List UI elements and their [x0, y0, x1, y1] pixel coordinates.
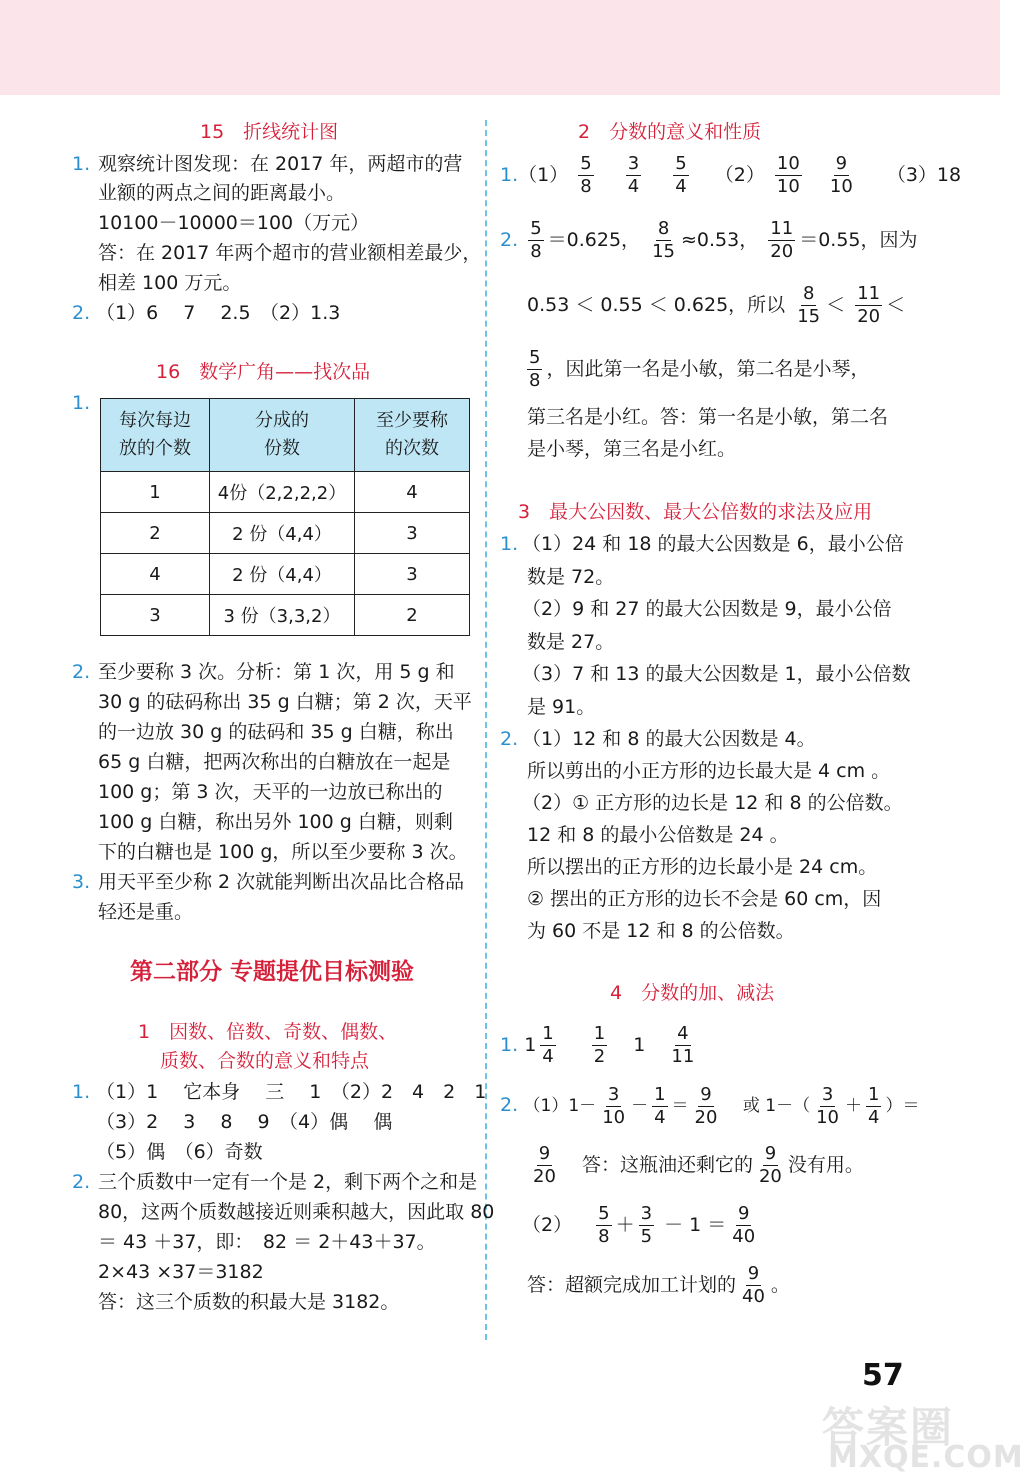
column-divider — [485, 120, 487, 1340]
fraction: $\frac{3}{4}$ — [627, 153, 640, 197]
section-title-4: 4 分数的加、减法 — [610, 982, 775, 1004]
table-cell: 4份（2,2,2,2） — [210, 472, 355, 513]
answer-line: 65 g 白糖，把两次称出的白糖放在一起是 — [98, 751, 451, 773]
fraction: $\frac{5}{4}$ — [675, 153, 687, 197]
answer-line: （1）6 7 2.5 （2）1.3 — [96, 302, 341, 324]
answer-text: － — [631, 1096, 649, 1116]
watermark-url: MXQE.COM — [828, 1440, 1024, 1475]
answer-line: 100 g 白糖，称出另外 100 g 白糖，则剩 — [98, 811, 453, 833]
section-title-1: 1 因数、倍数、奇数、偶数、 — [138, 1021, 398, 1043]
part-label: （1） — [518, 164, 569, 186]
answer-line: 答：在 2017 年两个超市的营业额相差最少， — [98, 242, 482, 264]
answer-text: 没有用。 — [787, 1154, 864, 1176]
answer-text: 答：这瓶油还剩它的 — [581, 1154, 753, 1176]
table-header-cell: 至少要称 的次数 — [355, 399, 470, 472]
section-title-1-cont: 质数、合数的意义和特点 — [160, 1050, 370, 1072]
answer-line: （1）12 和 8 的最大公因数是 4。 — [522, 728, 816, 750]
page-number: 57 — [862, 1358, 904, 1393]
table-cell: 3 — [355, 513, 470, 554]
fraction-answer-line — [500, 150, 961, 200]
answer-text: （2） — [522, 1214, 573, 1236]
answer-text: － 1 ＝ — [664, 1214, 727, 1236]
part-title: 第二部分 专题提优目标测验 — [130, 959, 415, 985]
answer-text: ＋ — [845, 1096, 862, 1116]
fraction: $\frac{3}{10}$ — [602, 1083, 626, 1128]
fraction: $\frac{8}{15}$ — [797, 283, 821, 327]
answer-line: 30 g 的砝码称出 35 g 白糖；第 2 次，天平 — [98, 691, 472, 713]
table-cell: 1 — [101, 472, 210, 513]
answer-text: 0.53 ＜ 0.55 ＜ 0.625，所以 — [527, 294, 786, 316]
fraction: $\frac{9}{10}$ — [829, 153, 853, 197]
answer-text: ＝0.55，因为 — [799, 229, 918, 251]
section-title-15: 15 折线统计图 — [200, 121, 339, 143]
fraction: $\frac{4}{11}$ — [671, 1023, 695, 1067]
table-row — [101, 595, 470, 636]
answer-text: ，因此第一名是小敏，第二名是小琴， — [546, 358, 870, 380]
question-number: 1. — [72, 1081, 91, 1103]
answer-line: 的一边放 30 g 的砝码和 35 g 白糖，称出 — [98, 721, 454, 743]
answer-line: ② 摆出的正方形的边长不会是 60 cm，因 — [527, 888, 882, 910]
answer-line: 是 91。 — [527, 696, 596, 718]
answer-text: ＝ — [671, 1096, 689, 1116]
answer-line: 80，这两个质数越接近则乘积越大，因此取 80 — [98, 1201, 495, 1223]
answer-text: 。 — [770, 1274, 790, 1296]
answer-text: ≈0.53， — [681, 229, 759, 251]
section-title-2: 2 分数的意义和性质 — [578, 121, 762, 143]
fraction: $\frac{1}{4}$ — [542, 1023, 554, 1067]
table-cell: 2 — [355, 595, 470, 636]
fraction-answer-line — [527, 280, 905, 330]
answer-text: 或 1－（ — [742, 1096, 811, 1116]
answer-line: 是小琴，第三名是小红。 — [527, 438, 737, 460]
table-cell: 2 份（4,4） — [210, 513, 355, 554]
answer-line: 三个质数中一定有一个是 2，剩下两个之和是 — [98, 1171, 478, 1193]
table-row — [101, 554, 470, 595]
question-number: 2. — [72, 1171, 91, 1193]
question-number: 2. — [500, 1094, 519, 1116]
fraction: $\frac{9}{40}$ — [732, 1203, 756, 1247]
answer-text: ＝0.625， — [547, 229, 641, 251]
fraction: $\frac{3}{5}$ — [640, 1203, 653, 1247]
part-label: （3）18 — [886, 164, 962, 186]
fraction: $\frac{9}{20}$ — [694, 1083, 718, 1128]
fraction-answer-line — [500, 1020, 700, 1070]
answer-line: （1）1 它本身 三 1 （2）2 4 2 1 — [96, 1081, 487, 1103]
question-number: 3. — [72, 871, 91, 893]
question-number: 1. — [500, 533, 519, 555]
weighing-table — [100, 398, 470, 636]
section-title-3: 3 最大公因数、最大公倍数的求法及应用 — [518, 501, 873, 523]
question-number: 2. — [500, 728, 519, 750]
question-number: 1. — [500, 164, 519, 186]
fraction: $\frac{11}{20}$ — [770, 218, 794, 262]
fraction: $\frac{9}{20}$ — [758, 1143, 782, 1187]
fraction: $\frac{11}{20}$ — [857, 283, 881, 327]
answer-line: 第三名是小红。答：第一名是小敏，第二名 — [527, 406, 889, 428]
answer-line: （2）① 正方形的边长是 12 和 8 的公倍数。 — [522, 792, 903, 814]
table-cell: 3 — [101, 595, 210, 636]
answer-line: （3）2 3 8 9 （4）偶 偶 — [96, 1111, 393, 1133]
answer-text: 1 — [524, 1034, 537, 1056]
question-number: 1. — [72, 153, 91, 175]
answer-line: 业额的两点之间的距离最小。 — [98, 182, 346, 204]
table-cell: 3 — [355, 554, 470, 595]
table-cell: 3 份（3,3,2） — [210, 595, 355, 636]
question-number: 1. — [500, 1034, 519, 1056]
answer-line: （2）9 和 27 的最大公因数是 9，最小公倍 — [522, 598, 892, 620]
answer-line: 用天平至少称 2 次就能判断出次品比合格品 — [98, 871, 465, 893]
part-label: （2） — [714, 164, 765, 186]
question-number: 2. — [72, 661, 91, 683]
table-header-cell: 每次每边 放的个数 — [101, 399, 210, 472]
answer-line: 所以剪出的小正方形的边长最大是 4 cm 。 — [527, 760, 891, 782]
table-header-row — [101, 399, 470, 472]
answer-line: 数是 72。 — [527, 566, 615, 588]
fraction: $\frac{5}{8}$ — [530, 218, 542, 262]
answer-line: 为 60 不是 12 和 8 的公倍数。 — [527, 920, 795, 942]
fraction: $\frac{10}{10}$ — [776, 153, 800, 197]
answer-text: 1 — [633, 1034, 646, 1056]
fraction-answer-line — [527, 1140, 864, 1190]
answer-text: 答：超额完成加工计划的 — [527, 1274, 737, 1296]
answer-line: 轻还是重。 — [98, 901, 194, 923]
question-number: 1. — [72, 392, 91, 414]
answer-text: ＋ — [615, 1214, 635, 1236]
fraction-answer-line — [527, 1260, 790, 1310]
answer-line: 12 和 8 的最小公倍数是 24 。 — [527, 824, 789, 846]
answer-line: 100 g；第 3 次，天平的一边放已称出的 — [98, 781, 443, 803]
answer-text: （1）1－ — [523, 1096, 597, 1116]
answer-text: ＜ — [826, 294, 846, 316]
table-cell: 4 — [355, 472, 470, 513]
answer-text: ）＝ — [885, 1096, 920, 1116]
answer-line: 10100－10000＝100（万元） — [98, 212, 370, 234]
fraction: $\frac{9}{40}$ — [742, 1263, 765, 1307]
table-cell: 4 — [101, 554, 210, 595]
fraction: $\frac{5}{8}$ — [598, 1203, 610, 1247]
fraction: $\frac{1}{2}$ — [593, 1023, 606, 1067]
fraction-answer-line — [523, 344, 869, 394]
header-band — [0, 0, 1000, 95]
answer-line: 2×43 ×37＝3182 — [98, 1261, 264, 1283]
answer-line: 下的白糖也是 100 g，所以至少要称 3 次。 — [98, 841, 468, 863]
fraction: $\frac{9}{20}$ — [533, 1143, 556, 1187]
answer-line: ＝ 43 ＋37，即： 82 ＝ 2＋43＋37。 — [98, 1231, 436, 1253]
table-cell: 2 份（4,4） — [210, 554, 355, 595]
table-row — [101, 513, 470, 554]
fraction: $\frac{5}{8}$ — [529, 347, 541, 391]
answer-line: 答：这三个质数的积最大是 3182。 — [98, 1291, 400, 1313]
answer-line: （5）偶 （6）奇数 — [96, 1141, 263, 1163]
fraction: $\frac{5}{8}$ — [580, 153, 592, 197]
fraction: $\frac{1}{4}$ — [654, 1083, 666, 1128]
answer-line: 所以摆出的正方形的边长最小是 24 cm。 — [527, 856, 878, 878]
table-row — [101, 472, 470, 513]
answer-line: 数是 27。 — [527, 631, 615, 653]
fraction: $\frac{1}{4}$ — [868, 1083, 880, 1128]
table-header-cell: 分成的 份数 — [210, 399, 355, 472]
question-number: 2. — [72, 302, 91, 324]
watermark-logo: 答案圈 — [822, 1403, 955, 1452]
answer-line: （3）7 和 13 的最大公因数是 1，最小公倍数 — [522, 663, 911, 685]
question-number: 2. — [500, 229, 519, 251]
fraction: $\frac{8}{15}$ — [652, 218, 675, 262]
fraction-answer-line — [500, 215, 918, 265]
answer-line: 观察统计图发现：在 2017 年，两超市的营 — [98, 153, 463, 175]
fraction-answer-line — [500, 1080, 919, 1131]
table-cell: 2 — [101, 513, 210, 554]
answer-line: （1）24 和 18 的最大公因数是 6，最小公倍 — [522, 533, 904, 555]
fraction: $\frac{3}{10}$ — [816, 1083, 839, 1128]
fraction-answer-line — [522, 1200, 761, 1250]
section-title-16: 16 数学广角——找次品 — [156, 361, 371, 383]
answer-line: 相差 100 万元。 — [98, 272, 242, 294]
answer-line: 至少要称 3 次。分析：第 1 次，用 5 g 和 — [98, 661, 455, 683]
answer-text: ＜ — [886, 294, 906, 316]
